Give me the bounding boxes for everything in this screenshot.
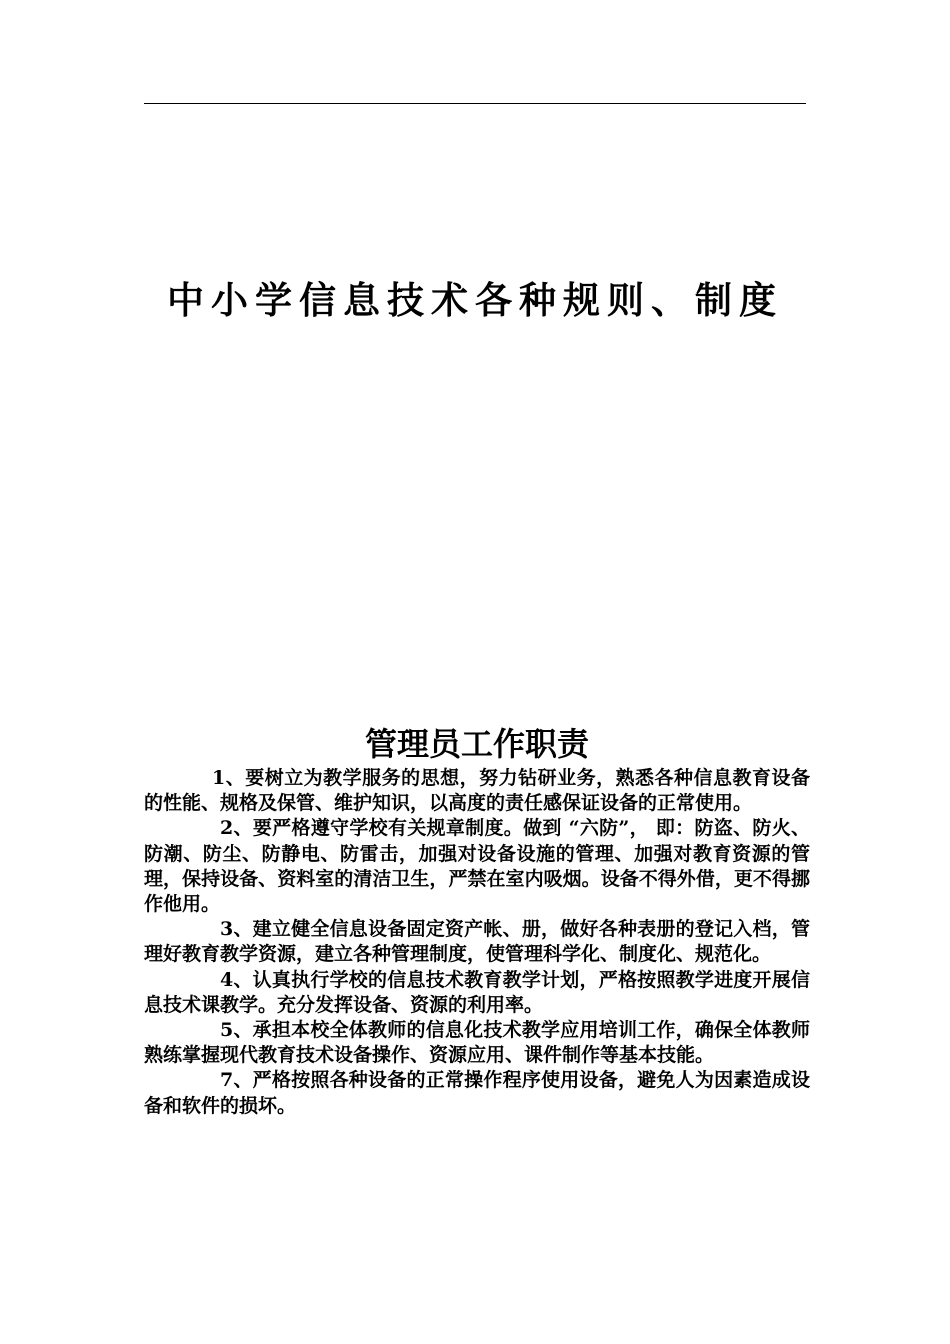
duty-paragraph-2: 2、要严格遵守学校有关规章制度。做到 “六防”， 即：防盗、防火、防潮、防尘、防静电、防雷击，加强对设备设施的管理、加强对教育资源的管理，保持设备、资料室的清洁卫生，严禁在室内吸烟。设备不得外借，更不得挪作他用。 (144, 817, 810, 916)
section-admin-duties (144, 722, 810, 1119)
duty-paragraph-5: 5、承担本校全体教师的信息化技术教学应用培训工作，确保全体教师熟练掌握现代教育技术设备操作、资源应用、课件制作等基本技能。 (144, 1019, 810, 1067)
document-title: 中小学信息技术各种规则、制度 (167, 278, 783, 322)
header-rule (144, 103, 806, 104)
section-title: 管理员工作职责 (364, 725, 589, 763)
duty-paragraph-1: 1、要树立为教学服务的思想，努力钻研业务，熟悉各种信息教育设备的性能、规格及保管、维护知识，以高度的责任感保证设备的正常使用。 (144, 767, 810, 815)
duty-paragraph-4: 4、认真执行学校的信息技术教育教学计划，严格按照教学进度开展信息技术课教学。充分发挥设备、资源的利用率。 (144, 968, 810, 1016)
duty-paragraph-7: 7、严格按照各种设备的正常操作程序使用设备，避免人为因素造成设备和软件的损坏。 (144, 1069, 810, 1117)
duty-paragraph-3: 3、建立健全信息设备固定资产帐、册，做好各种表册的登记入档，管理好教育教学资源，建立各种管理制度，使管理科学化、制度化、规范化。 (144, 918, 810, 966)
